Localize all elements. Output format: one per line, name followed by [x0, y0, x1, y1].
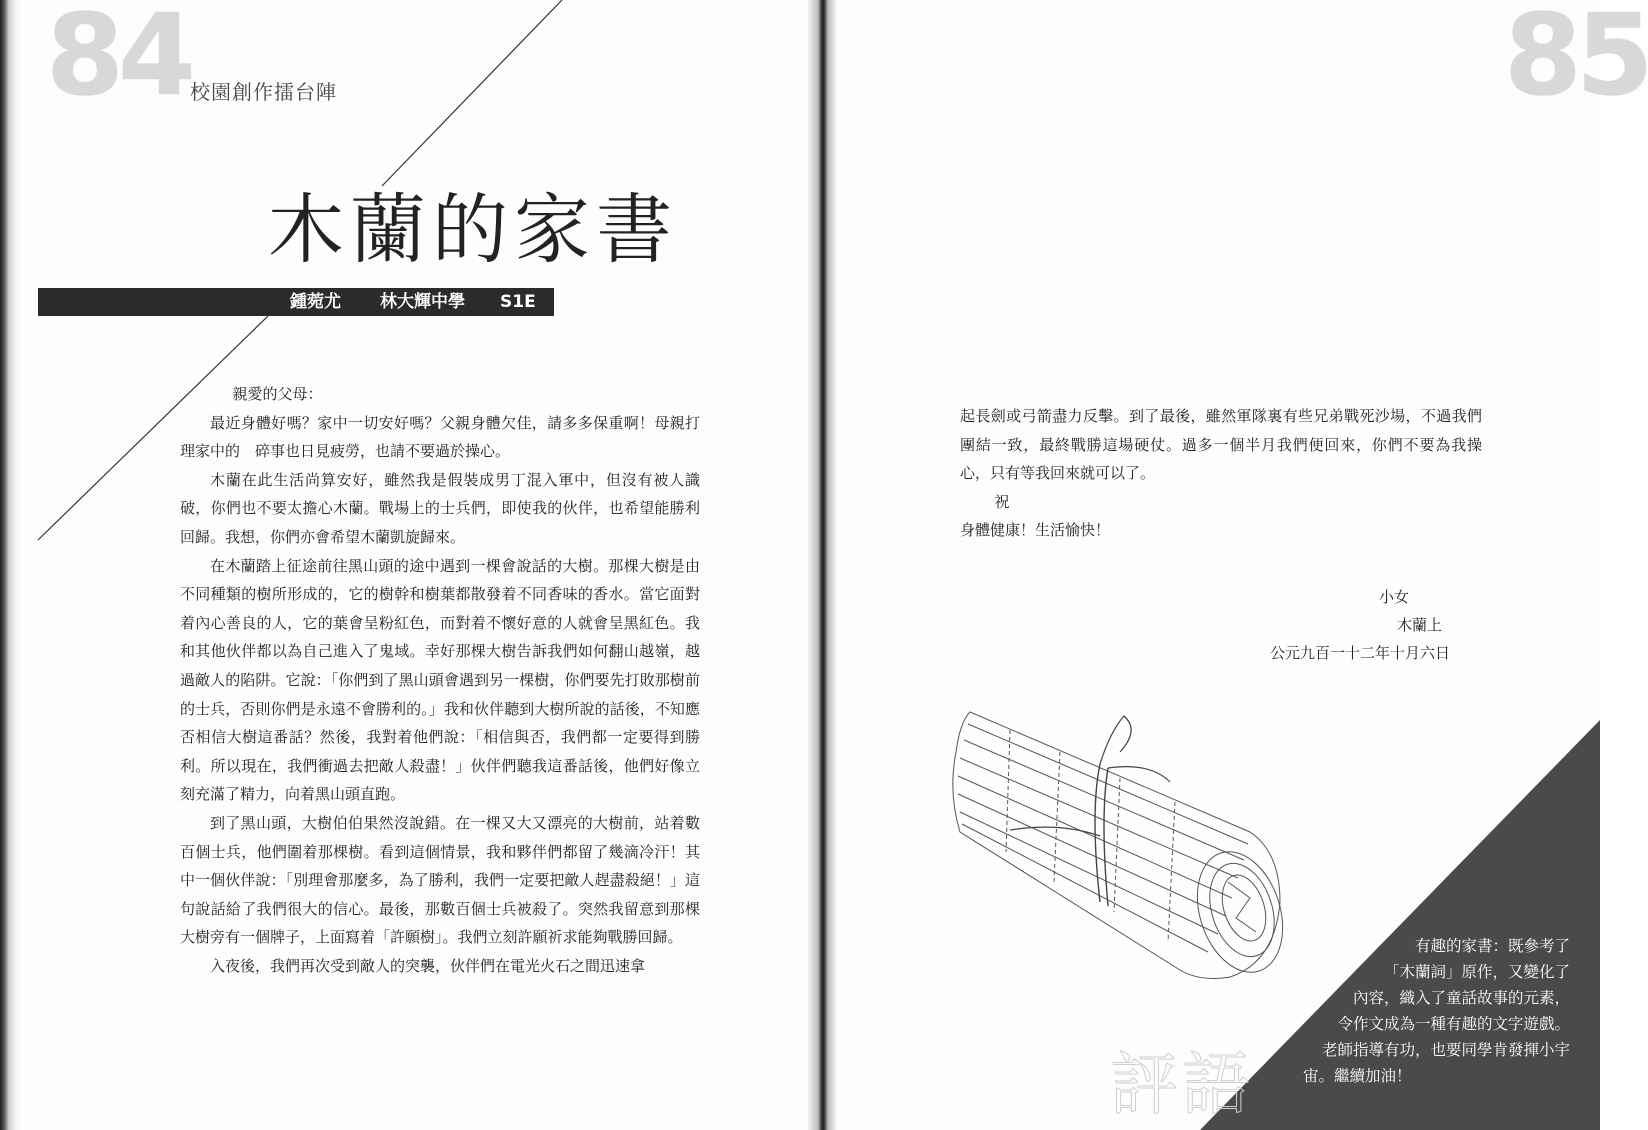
- section-title: 校園創作擂台陣: [190, 80, 337, 104]
- comment-line: 老師指導有功，也要同學肯發揮小宇: [1321, 1041, 1570, 1059]
- book-gutter: [808, 0, 836, 1130]
- article-title: 木蘭的家書: [268, 185, 678, 274]
- paragraph: 到了黑山頭，大樹伯伯果然沒說錯。在一棵又大又漂亮的大樹前，站着數百個士兵，他們圍着那棵樹。看到這個情景，我和夥伴們都留了幾滴冷汗！其中一個伙伴說：「別理會那麼多，為了勝利，我們一定要把敵人趕盡殺絕！」這句說話給了我們很大的信心。最後，那數百個士兵被殺了。突然我留意到那棵大樹旁有一個牌子，上面寫着「許願樹」。我們立刻許願祈求能夠戰勝回歸。: [180, 813, 700, 947]
- paragraph: 木蘭在此生活尚算安好，雖然我是假裝成男丁混入軍中，但沒有被人識破，你們也不要太擔心木蘭。戰場上的士兵們，即使我的伙伴，也希望能勝利回歸。我想，你們亦會希望木蘭凱旋歸來。: [180, 470, 700, 546]
- school-name: 林大輝中學: [380, 292, 465, 312]
- paragraph: 起長劍或弓箭盡力反擊。到了最後，雖然軍隊裏有些兄弟戰死沙場，不過我們團結一致，最終戰勝這場硬仗。過多一個半月我們便回來，你們不要為我操心，只有等我回來就可以了。: [960, 407, 1482, 483]
- paragraph: 入夜後，我們再次受到敵人的突襲，伙伴們在電光火石之間迅速拿: [210, 956, 646, 975]
- comment-line: 有趣的家書：既參考了: [1414, 937, 1570, 955]
- page-number-left: 84: [46, 0, 190, 121]
- page-number-right: 85: [1504, 0, 1648, 121]
- letter-blessing: 祝: [994, 492, 1010, 511]
- comment-line: 宙。繼續加油！: [1303, 1067, 1412, 1085]
- signature-date: 公元九百一十二年十月六日: [1269, 644, 1450, 662]
- comment-line: 內容，織入了童話故事的元素，: [1352, 989, 1570, 1007]
- comment-line: 「木蘭詞」原作，又變化了: [1383, 963, 1570, 981]
- author-name: 鍾菀尤: [290, 292, 341, 312]
- letter-wishes: 身體健康！生活愉快！: [960, 521, 1111, 540]
- letter-body-right: [960, 402, 1482, 545]
- left-page: [0, 0, 822, 1130]
- letter-salutation: 親愛的父母：: [232, 385, 323, 403]
- class-name: S1E: [500, 292, 536, 312]
- comment-line: 令作文成為一種有趣的文字遊戲。: [1337, 1015, 1570, 1033]
- paragraph: 在木蘭踏上征途前往黑山頭的途中遇到一棵會說話的大樹。那棵大樹是由不同種類的樹所形成的，它的樹幹和樹葉都散發着不同香味的香水。當它面對着內心善良的人，它的葉會呈粉紅色，而對着不懷好意的人就會呈黑紅色。我和其他伙伴都以為自己進入了鬼域。幸好那棵大樹告訴我們如何翻山越嶺，越過敵人的陷阱。它說：「你們到了黑山頭會遇到另一棵樹，你們要先打敗那樹前的士兵，否則你們是永遠不會勝利的。」我和伙伴聽到大樹所說的話後，不知應否相信大樹這番話？然後，我對着他們說：「相信與否，我們都一定要得到勝利。所以現在，我們衝過去把敵人殺盡！」伙伴們聽我這番話後，他們好像立刻充滿了精力，向着黑山頭直跑。: [180, 556, 700, 804]
- byline-bar: [38, 288, 554, 316]
- paragraph: 最近身體好嗎？家中一切安好嗎？父親身體欠佳，請多多保重啊！母親打理家中的 碎事也日見疲勞，也請不要過於操心。: [180, 413, 700, 461]
- signature-line: 小女: [1378, 588, 1409, 606]
- comment-label: 評語: [1110, 1046, 1255, 1125]
- letter-body-left: [180, 380, 700, 980]
- signature-line: 木蘭上: [1396, 616, 1442, 634]
